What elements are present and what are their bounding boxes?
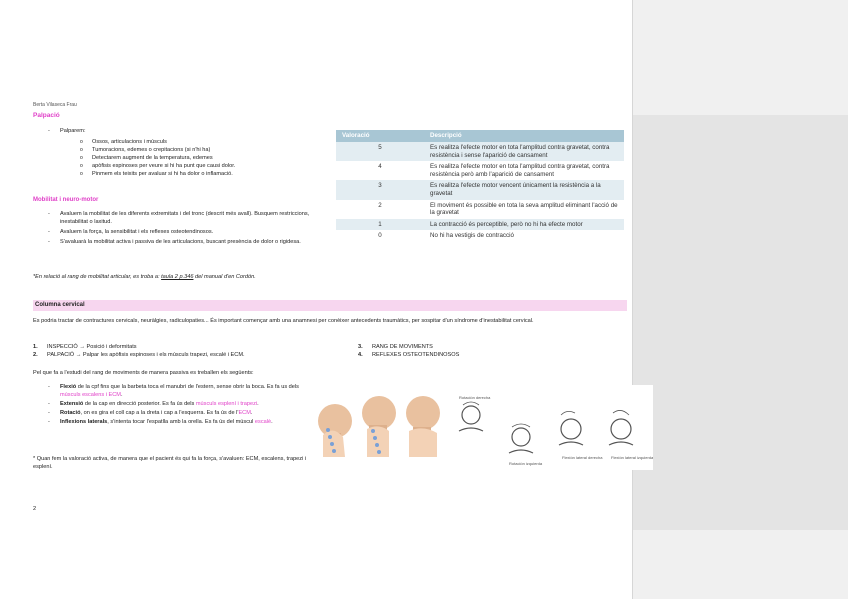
lateral-flexion-right-illustration <box>559 411 603 460</box>
column-header: Valoració <box>336 130 424 142</box>
valoracio-value: 2 <box>378 201 382 209</box>
valoracio-desc: No hi ha vestigis de contracció <box>430 232 514 240</box>
step-item: 3. RANG DE MOVIMENTS <box>358 344 433 350</box>
figure-label: Flexión lateral izquierda <box>611 455 653 460</box>
valoracio-desc: La contracció és perceptible, però no hi ha efecte motor <box>424 219 624 231</box>
mobilitat-item: - Avaluem la força, la sensibilitat i els reflexes osteotendinosos. <box>48 228 328 236</box>
cervical-paragraph: Es podria tractar de contractures cervicals, neuràlgies, radiculopaties... És important començar amb una anamnesi per conèixer antecedents traumàtics, per sospitar d'un síndrome d'inestabilitat cervical. <box>33 318 534 324</box>
valoracio-desc: Es realitza l'efecte motor en tota l'amplitud contra gravetat, contra resistència i sense l'aparició de cansament <box>424 142 624 161</box>
valoracio-value: 0 <box>378 232 382 240</box>
neutral-head-illustration <box>406 396 440 457</box>
flexion-head-illustration <box>318 404 352 457</box>
palpacio-item: o Detectarem augment de la temperatura, edemes <box>80 154 338 162</box>
table-row <box>336 200 624 219</box>
section-highlight-bar <box>33 300 627 311</box>
palpacio-list <box>48 127 338 178</box>
mobilitat-note: *En relació al rang de mobilitat articular, es troba a: taula 2 p.346 del manual d'en Cordón. <box>33 274 256 280</box>
table-header-row <box>336 130 624 142</box>
comments-track <box>633 115 848 530</box>
figure-label: Flexión lateral derecha <box>562 455 603 460</box>
valoracio-value: 1 <box>336 219 424 231</box>
rotation-right-illustration <box>459 395 491 431</box>
rom-intro: Pel que fa a l'estudi del rang de moviments de manera passiva es treballen els següents: <box>33 370 254 376</box>
palpacio-item: o Ossos, articulacions i músculs <box>80 138 338 146</box>
valoracio-value: 5 <box>336 142 424 161</box>
movement-item: - Inflexions laterals, s'intenta tocar l'espatlla amb la orella. Es fa ús del múscul escalè. <box>48 418 310 426</box>
mobilitat-item: - Avaluem la mobilitat de les diferents extremitats i del tronc (descrit més avall). Busquem restriccions, inestabilitat o laxitud. <box>48 210 328 226</box>
table-row <box>336 142 624 161</box>
palpacio-heading: Palpació <box>33 112 60 119</box>
manual-reference-link[interactable]: taula 2 p.346 <box>161 274 194 280</box>
valoracio-desc: Es realitza l'efecte motor en tota l'amplitud contra gravetat, contra resistència però amb l'aparició de cansament <box>430 163 610 178</box>
comments-sidebar <box>632 0 848 599</box>
palpacio-item: o apòfisis espinoses per veure si hi ha punt que causi dolor. <box>80 162 338 170</box>
arrow-right-icon: → <box>75 352 82 358</box>
arrow-right-icon: → <box>79 344 85 350</box>
step-item: 2. PALPACIÓ → Palpar les apòfisis espinoses i els músculs trapezi, escalé i ECM. <box>33 352 245 358</box>
valoracio-value: 3 <box>336 180 424 199</box>
cervical-heading: Columna cervical <box>35 302 85 308</box>
valoracio-desc: Es realitza l'efecte motor vencent únicament la resistència a la gravetat <box>424 180 624 199</box>
cervical-steps-right <box>358 343 578 359</box>
extension-head-illustration <box>362 396 396 457</box>
movement-item: - Flexió de la cpf fins que la barbeta toca el manubri de l'estern, sense obrir la boca. Es fa us dels músculs escalens i ECM. <box>48 383 310 399</box>
mobilitat-heading: Mobilitat i neuro-motor <box>33 197 99 203</box>
step-item: 4. REFLEXES OSTEOTENDINOSOS <box>358 352 460 358</box>
step-item: 1. INSPECCIÓ → Posició i deformitats <box>33 344 137 350</box>
figure-label: Rotación derecha <box>459 395 491 400</box>
valoracio-value: 4 <box>378 163 382 171</box>
figure-label: Rotación izquierda <box>509 461 543 466</box>
movement-item: - Extensió de la cap en direcció posterior. Es fa ús dels músculs esplení i trapezi. <box>48 400 310 408</box>
page-number: 2 <box>33 506 37 512</box>
table-row <box>336 230 624 242</box>
mobilitat-item: - S'avaluarà la mobilitat activa i passiva de les articulacions, buscant presència de dolor o rigidesa. <box>48 238 328 246</box>
cervical-steps-left <box>33 343 353 359</box>
movements-list <box>48 383 310 426</box>
active-valuation-note: * Quan fem la valoració activa, de manera que el pacient és qui fa la força, s'avaluen: ECM, escalens, trapezi i esplení. <box>33 456 307 470</box>
column-header: Descripció <box>424 130 624 142</box>
palpacio-item: o Tumoracions, edemes o crepitacions (si n'hi ha) <box>80 146 338 154</box>
rotation-left-illustration <box>509 424 543 466</box>
author-header: Berta Vilaseca Frau <box>33 102 77 108</box>
lateral-flexion-left-illustration <box>609 410 653 460</box>
valoracio-table <box>336 130 624 242</box>
table-row <box>336 180 624 199</box>
movement-item: - Rotació, on es gira el coll cap a la dreta i cap a l'esquerra. Es fa ús de l'ECM. <box>48 409 310 417</box>
palpacio-intro: - Palparem: o Ossos, articulacions i músculs o Tumoracions, edemes o crepitacions (si n'hi ha) o Detectarem augment de la temperatura, edemes o apòfisis espinoses per veure si hi ha punt que causi dolor. o Pinmem els teixits per avaluar si hi ha dolor o inflamació. <box>48 127 338 178</box>
palpacio-item: o Pinmem els teixits per avaluar si hi ha dolor o inflamació. <box>80 170 338 178</box>
table-row <box>336 161 624 180</box>
mobilitat-list <box>48 210 328 246</box>
cervical-figures <box>309 385 653 470</box>
valoracio-desc: El moviment és possible en tota la seva amplitud eliminant l'acció de la gravetat <box>430 201 618 217</box>
table-row <box>336 219 624 231</box>
cervical-movement-illustrations <box>309 385 653 470</box>
